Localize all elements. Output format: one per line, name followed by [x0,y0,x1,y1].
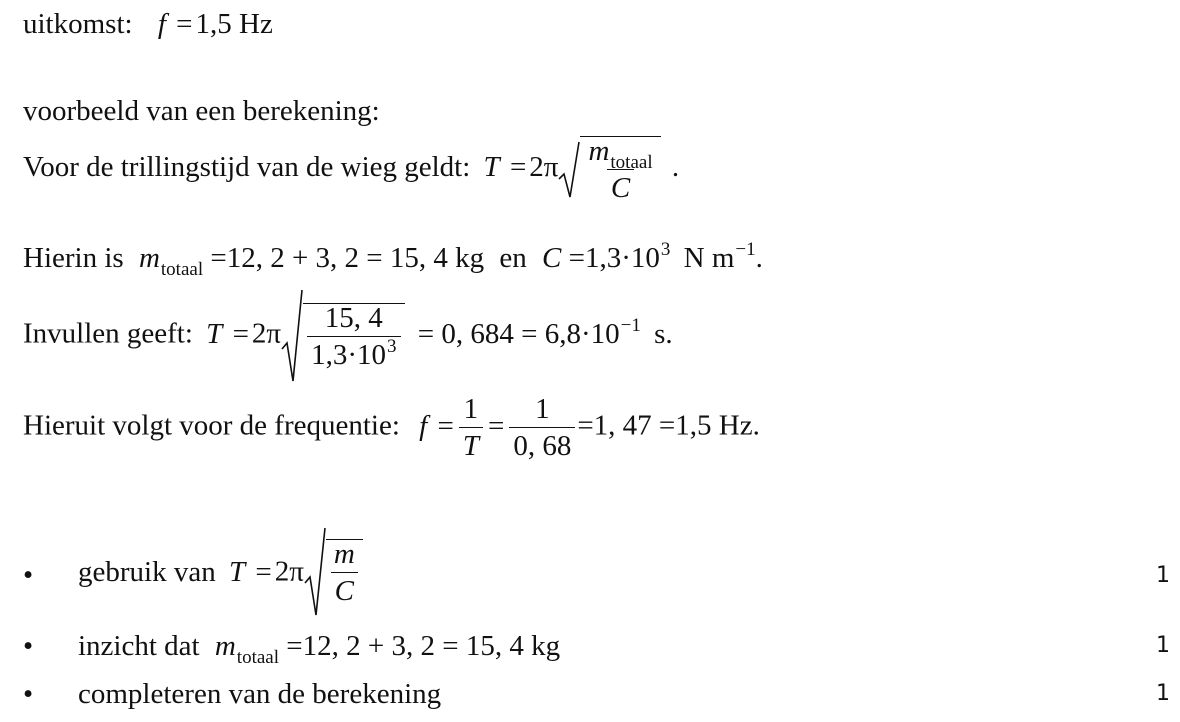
scoring-m-symbol: m [214,630,236,662]
scoring-C-symbol: C [331,572,358,606]
substitution-two-pi: 2π [251,317,282,350]
substitution-denominator: 1,3·10 [311,338,386,371]
sqrt-radical-icon [281,289,303,383]
sqrt-radical-icon [304,527,326,617]
bullet-icon: • [23,559,34,591]
period-T-symbol: T [483,151,500,184]
substitution-numerator: 15, 4 [324,301,383,334]
substitution-line [23,289,673,383]
values-and: en [499,242,527,274]
values-c-unit-exponent: −1 [735,239,756,260]
period-m-symbol: m [588,135,610,167]
values-C-symbol: C [542,242,562,274]
frequency-denominator-2: 0, 68 [509,427,575,461]
period-equals: = [509,151,527,184]
substitution-result-exponent: −1 [620,314,641,336]
outcome-f-symbol: f [157,8,166,40]
bullet-icon: • [23,630,34,662]
scoring-m-subscript: totaal [236,647,279,668]
values-c-expression: =1,3·10 [568,242,660,274]
frequency-equals-2: = [487,409,505,442]
period-C-symbol: C [607,169,634,203]
scoring-equals: = [255,555,272,588]
values-end-dot: . [755,242,763,274]
period-m-subscript: totaal [610,152,653,173]
values-m-subscript: totaal [160,259,204,280]
frequency-equals: = [437,409,454,442]
period-formula-text: Voor de trillingstijd van de wieg geldt: [23,151,471,184]
frequency-fraction-1 [459,395,483,461]
period-fraction [584,137,656,203]
frequency-f-symbol: f [419,409,428,442]
scoring-sqrt [304,527,363,617]
substitution-T-symbol: T [206,317,223,350]
values-m-symbol: m [138,242,160,274]
scoring-mass-expression: =12, 2 + 3, 2 = 15, 4 kg [286,630,561,662]
period-two-pi: 2π [529,151,559,184]
scoring-fraction [330,537,359,607]
scoring-item-text: completeren van de berekening [78,678,442,710]
frequency-fraction-2 [509,395,575,461]
scoring-item-text: inzicht dat $m_{totaal} =12$, 2 + 3, 2 = 15, 4 kg [78,630,561,668]
frequency-text: Hieruit volgt voor de frequentie: [23,409,400,442]
scoring-two-pi: 2π [274,555,304,588]
substitution-result: = 0, 684 = 6,8·10 [417,317,620,350]
period-formula-line [23,136,679,203]
outcome-label: uitkomst: [23,8,133,40]
frequency-numerator-1: 1 [463,393,479,425]
frequency-numerator-2: 1 [535,393,550,425]
scoring-item-text: gebruik van T = 2π $\frac{m}{C}$ [78,527,363,617]
frequency-denominator-1: T [459,427,483,461]
period-end-dot: . [671,151,680,184]
substitution-text: Invullen geeft: [23,317,193,350]
values-text: Hierin is [23,242,124,274]
scoring-points: 1 [1156,681,1170,706]
substitution-sqrt [281,289,404,383]
outcome-unit: Hz [239,8,273,40]
scoring-m-symbol: m [333,537,355,570]
substitution-unit: s. [654,317,673,350]
substitution-denominator-exponent: 3 [387,335,397,357]
values-c-exponent: 3 [660,239,671,260]
outcome-line [23,10,273,39]
period-sqrt [558,136,660,203]
substitution-fraction [307,301,400,371]
values-line [23,239,763,280]
scoring-T-symbol: T [228,555,246,588]
scoring-points: 1 [1156,563,1170,588]
values-mass-expression: =12, 2 + 3, 2 = 15, 4 kg [210,242,485,274]
frequency-result: =1, 47 =1,5 Hz. [577,409,760,442]
bullet-icon: • [23,678,34,710]
sqrt-radical-icon [558,141,580,199]
scoring-points: 1 [1156,633,1170,658]
values-c-unit: N m [683,242,735,274]
frequency-line [23,395,760,461]
example-heading: voorbeeld van een berekening: [23,95,380,127]
substitution-equals: = [232,317,249,350]
outcome-value: 1,5 [195,8,232,40]
outcome-equals: = [176,8,193,40]
